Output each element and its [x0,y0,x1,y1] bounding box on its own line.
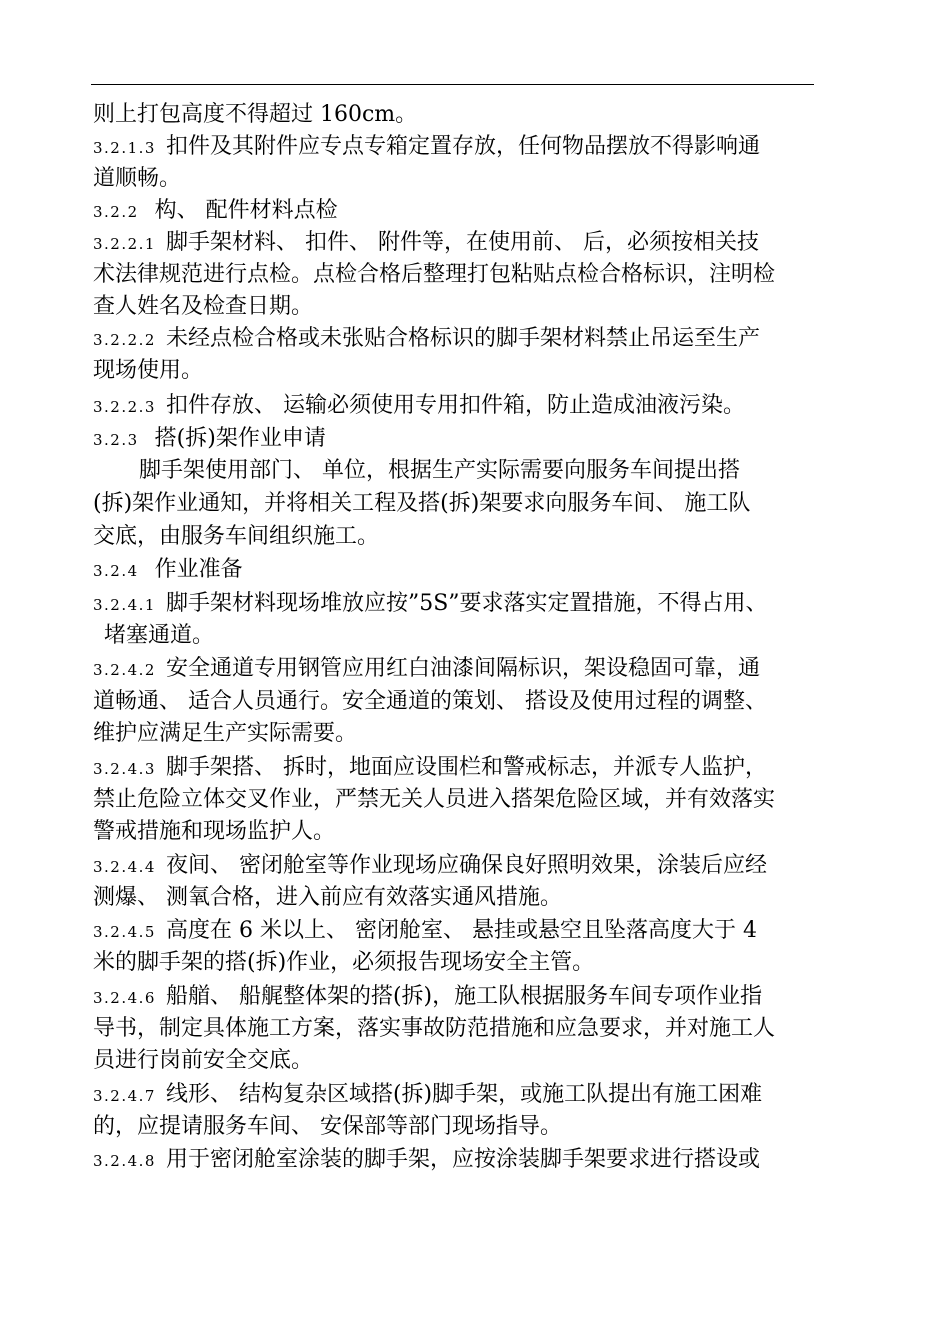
text-line [93,818,335,846]
text-line [93,261,775,289]
clause-line [93,1081,762,1109]
line-text: 则上打包高度不得超过 160cm。 [93,102,418,127]
text-line [93,1047,313,1075]
line-text: 扣件及其附件应专点专箱定置存放，任何物品摆放不得影响通 [165,134,760,159]
line-text: 堵塞通道。 [104,623,215,648]
clause-number: 3.2.4.5 [93,923,156,941]
clause-number: 3.2.2.2 [93,331,156,349]
header-rule [91,84,814,85]
line-text: 导书，制定具体施工方案，落实事故防范措施和应急要求，并对施工人 [93,1016,776,1041]
clause-line [93,1146,760,1174]
clause-number: 3.2.4.2 [93,661,156,679]
text-line [139,457,740,485]
clause-number: 3.2.4.3 [93,760,156,778]
line-text: 警戒措施和现场监护人。 [93,819,336,844]
text-line [93,786,775,814]
clause-line [93,754,767,782]
line-text: 禁止危险立体交叉作业，严禁无关人员进入搭架危险区域，并有效落实 [93,787,776,812]
line-text: 的，应提请服务车间、 安保部等部门现场指导。 [93,1114,562,1139]
clause-number: 3.2.2.1 [93,235,156,253]
text-line [93,720,357,748]
section-number: 3.2.3 [93,431,139,449]
text-line [93,1015,775,1043]
text-line [93,357,203,385]
text-line [93,884,562,912]
clause-line [93,325,760,353]
line-text: 查人姓名及检查日期。 [93,294,314,319]
line-text: 术法律规范进行点检。点检合格后整理打包粘贴点检合格标识，注明检 [93,262,776,287]
section-heading [93,197,338,225]
line-text: 高度在 6 米以上、 密闭舱室、 悬挂或悬空且坠落高度大于 4 [165,918,757,943]
section-title: 搭(拆)架作业申请 [154,426,326,451]
clause-number: 3.2.4.4 [93,858,156,876]
line-text: (拆)架作业通知，并将相关工程及搭(拆)架要求向服务车间、 施工队 [93,491,751,516]
line-text: 维护应满足生产实际需要。 [93,721,358,746]
clause-line [93,229,759,257]
clause-number: 3.2.4.7 [93,1087,156,1105]
text-line [93,949,594,977]
text-line [104,622,214,650]
clause-line [93,983,762,1011]
clause-number: 3.2.4.1 [93,596,156,614]
clause-number: 3.2.2.3 [93,398,156,416]
clause-number: 3.2.4.8 [93,1152,156,1170]
clause-number: 3.2.1.3 [93,139,156,157]
line-text: 扣件存放、 运输必须使用专用扣件箱，防止造成油液污染。 [165,393,745,418]
line-text: 线形、 结构复杂区域搭(拆)脚手架，或施工队提出有施工困难 [165,1082,763,1107]
line-text: 员进行岗前安全交底。 [93,1048,314,1073]
line-text: 脚手架材料、 扣件、 附件等，在使用前、 后，必须按相关技 [165,230,759,255]
line-text: 道畅通、 适合人员通行。安全通道的策划、 搭设及使用过程的调整、 [93,689,767,714]
clause-line [93,133,760,161]
clause-line [93,590,768,618]
line-text: 安全通道专用钢管应用红白油漆间隔标识，架设稳固可靠，通 [165,656,760,681]
text-line [93,293,313,321]
line-text: 道顺畅。 [93,166,182,191]
clause-line [93,917,757,945]
section-title: 构、 配件材料点检 [154,198,338,223]
text-line [93,688,767,716]
clause-number: 3.2.4.6 [93,989,156,1007]
section-number: 3.2.4 [93,562,139,580]
line-text: 米的脚手架的搭(拆)作业，必须报告现场安全主管。 [93,950,595,975]
clause-line [93,392,745,420]
line-text: 测爆、 测氧合格，进入前应有效落实通风措施。 [93,885,562,910]
clause-line [93,852,767,880]
text-line [93,1113,562,1141]
line-text: 夜间、 密闭舱室等作业现场应确保良好照明效果，涂装后应经 [165,853,767,878]
line-text: 交底，由服务车间组织施工。 [93,524,380,549]
section-number: 3.2.2 [93,203,139,221]
line-text: 用于密闭舱室涂装的脚手架，应按涂装脚手架要求进行搭设或 [165,1147,760,1172]
section-heading [93,425,326,453]
text-line [93,165,181,193]
line-text: 脚手架搭、 拆时，地面应设围栏和警戒标志，并派专人监护， [165,755,767,780]
text-line [93,101,417,129]
clause-line [93,655,760,683]
section-heading [93,556,243,584]
text-line [93,490,750,518]
line-text: 脚手架材料现场堆放应按”5S”要求落实定置措施，不得占用、 [165,591,768,616]
line-text: 未经点检合格或未张贴合格标识的脚手架材料禁止吊运至生产 [165,326,760,351]
line-text: 脚手架使用部门、 单位，根据生产实际需要向服务车间提出搭 [139,458,740,483]
section-title: 作业准备 [154,557,243,582]
line-text: 船艏、 船艉整体架的搭(拆)，施工队根据服务车间专项作业指 [165,984,763,1009]
line-text: 现场使用。 [93,358,204,383]
text-line [93,523,379,551]
